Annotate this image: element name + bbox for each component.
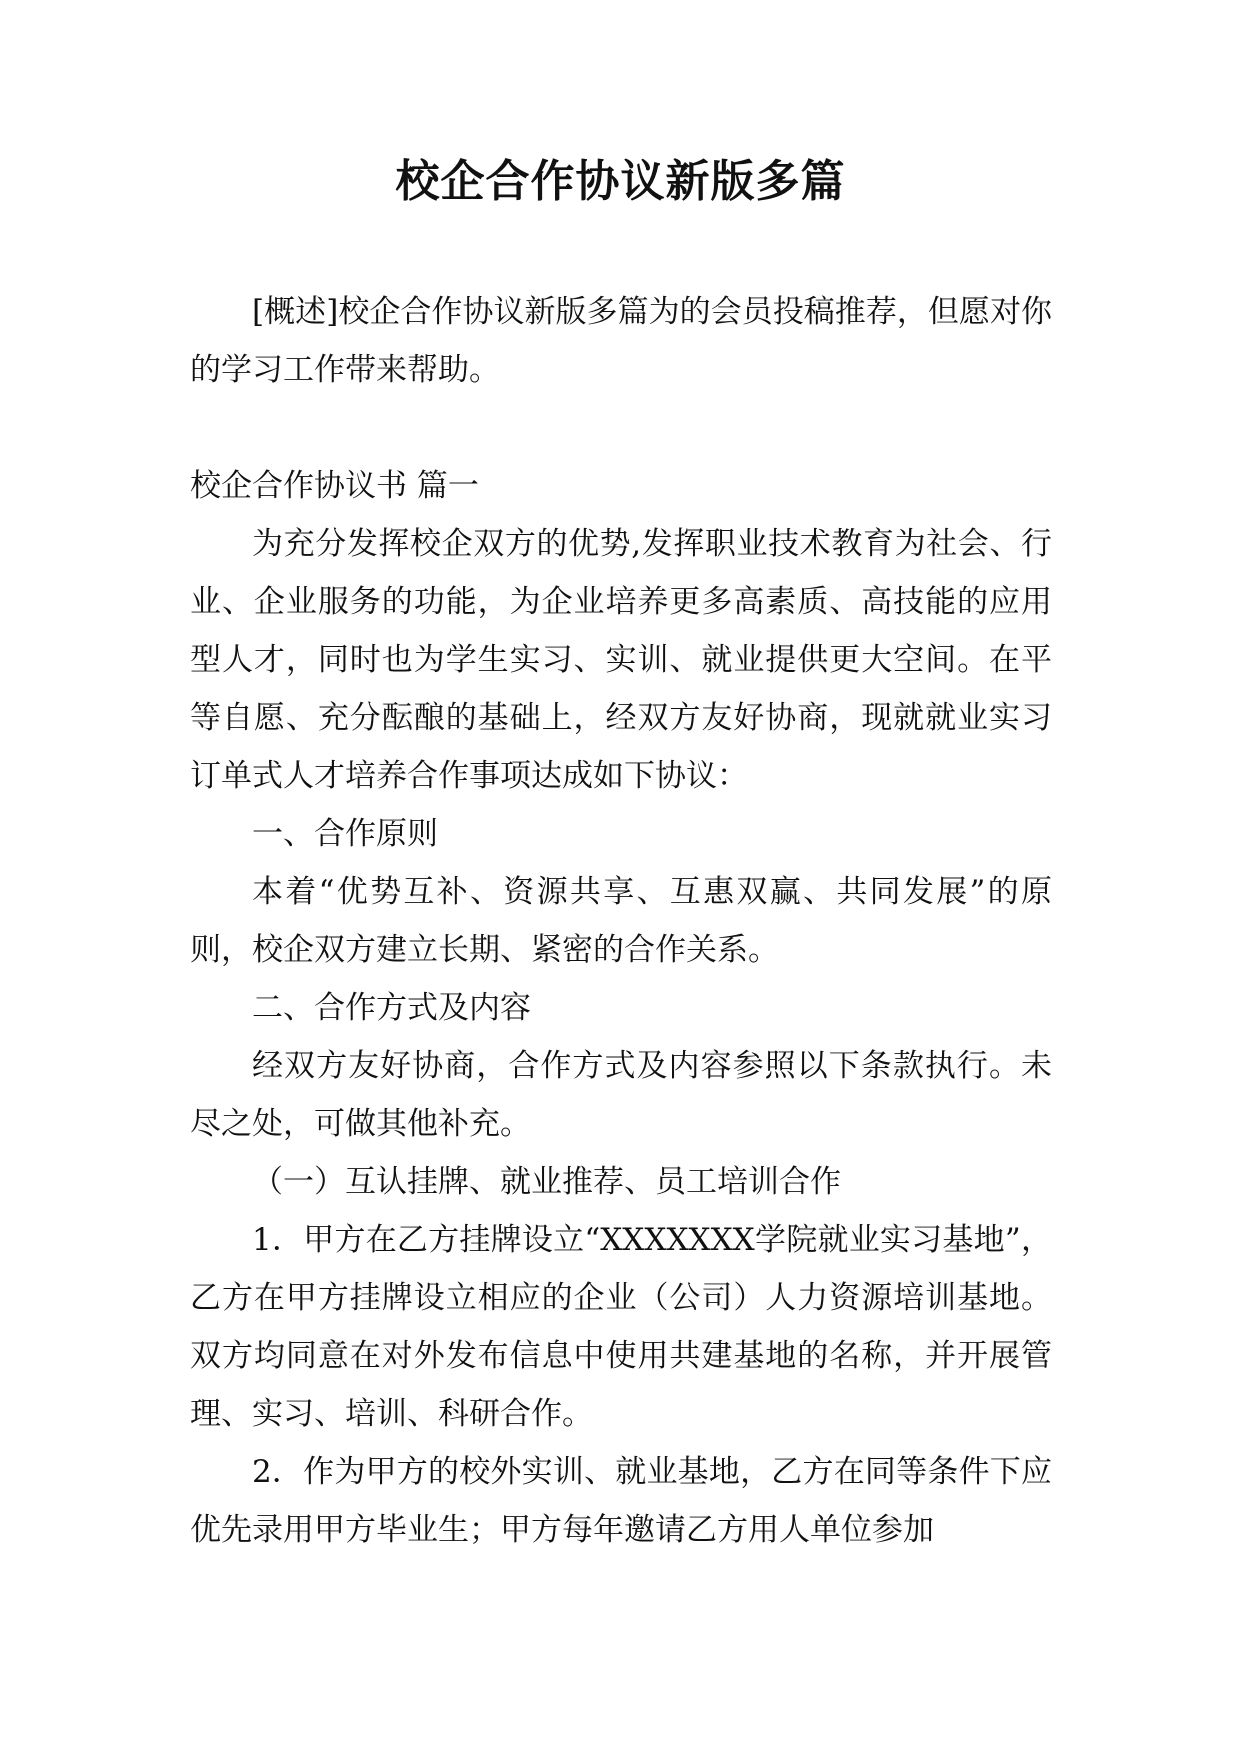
- numbered-paragraph: 1．甲方在乙方挂牌设立“XXXXXXX学院就业实习基地”，乙方在甲方挂牌设立相应的企业（公司）人力资源培训基地。双方均同意在对外发布信息中使用共建基地的名称，并开展管理、实习、培训、科研合作。: [190, 1222, 1052, 1432]
- body-paragraph: 为充分发挥校企双方的优势,发挥职业技术教育为社会、行业、企业服务的功能，为企业培养更多高素质、高技能的应用型人才，同时也为学生实习、实训、就业提供更大空间。在平等自愿、充分酝酿的基础上，经双方友好协商，现就就业实习订单式人才培养合作事项达成如下协议：: [190, 526, 1052, 794]
- summary-paragraph: [概述]校企合作协议新版多篇为的会员投稿推荐，但愿对你的学习工作带来帮助。: [190, 294, 1052, 388]
- body-paragraph: 经双方友好协商，合作方式及内容参照以下条款执行。未尽之处，可做其他补充。: [190, 1048, 1052, 1142]
- numbered-paragraph: 2．作为甲方的校外实训、就业基地，乙方在同等条件下应优先录用甲方毕业生；甲方每年邀请乙方用人单位参加: [190, 1454, 1052, 1548]
- body-paragraph: 本着“优势互补、资源共享、互惠双赢、共同发展”的原则，校企双方建立长期、紧密的合作关系。: [190, 874, 1052, 968]
- blank-line: [190, 399, 1052, 457]
- clause-heading: 一、合作原则: [252, 816, 438, 852]
- clause-heading: 二、合作方式及内容: [252, 990, 531, 1026]
- document-body: [190, 283, 1052, 1559]
- subclause-heading: （一）互认挂牌、就业推荐、员工培训合作: [252, 1164, 841, 1200]
- section-heading: 校企合作协议书 篇一: [190, 468, 479, 504]
- document-title: 校企合作协议新版多篇: [395, 156, 846, 207]
